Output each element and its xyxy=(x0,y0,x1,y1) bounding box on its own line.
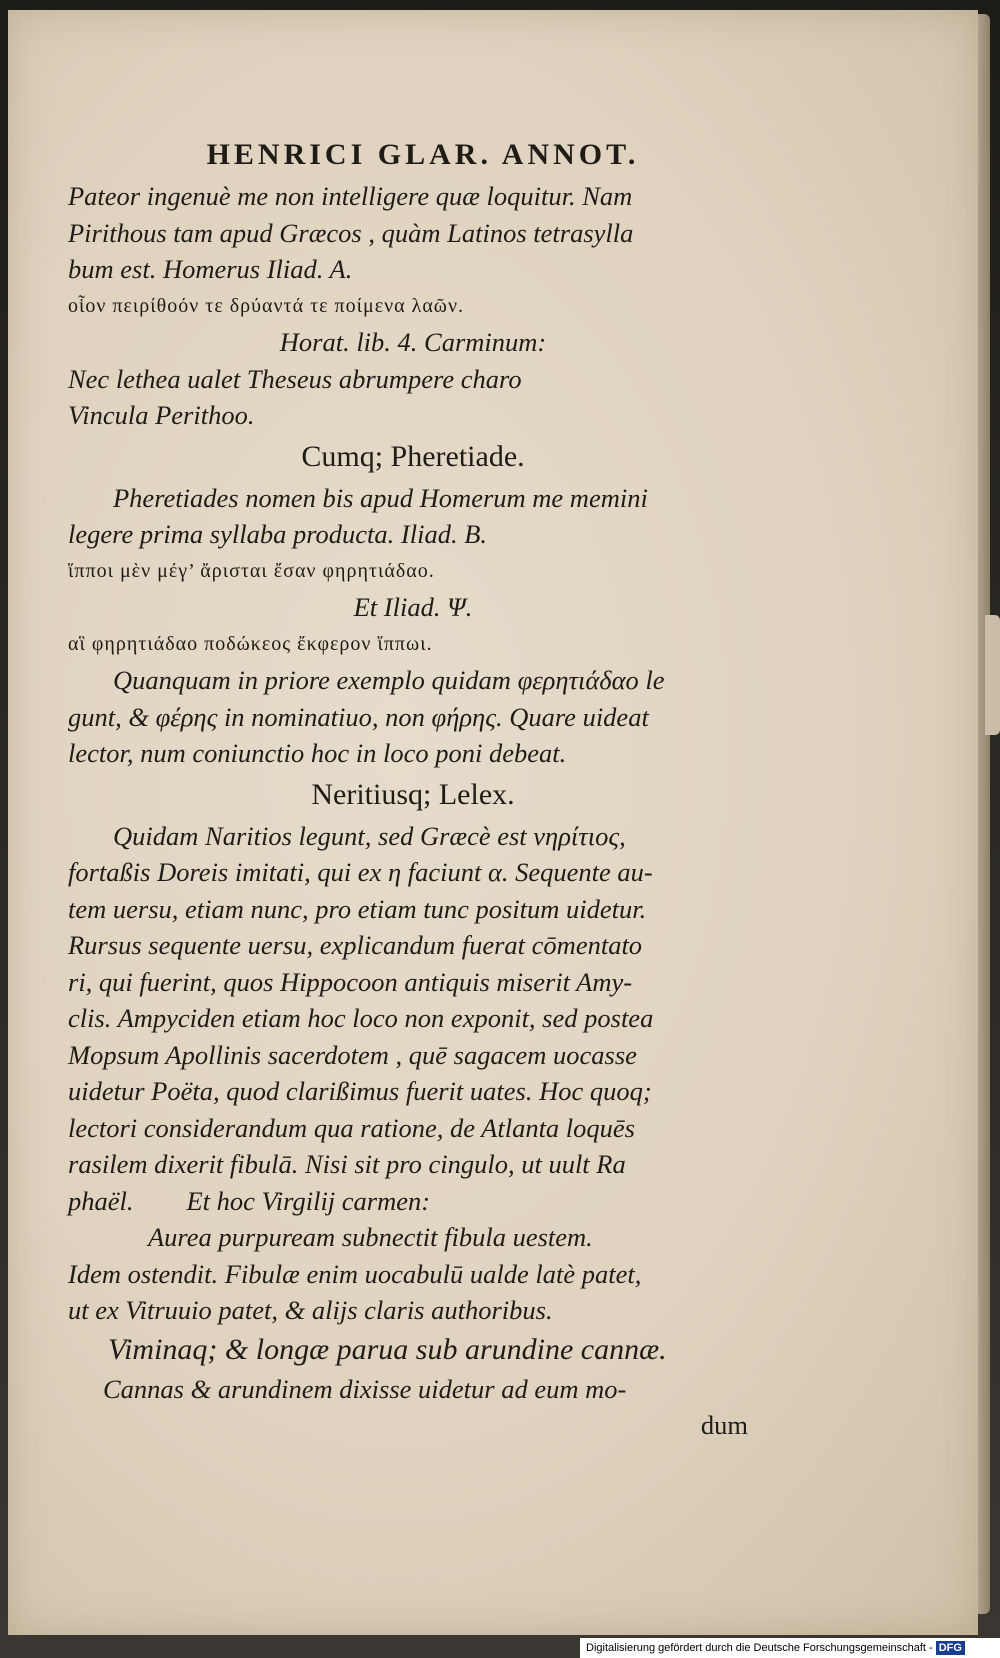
greek-quotation: ἵπποι μὲν μέγ’ ἄρισται ἔσαν φηρητιάδαο. xyxy=(68,559,435,582)
verse-line: Vincula Perithoo. xyxy=(68,400,255,430)
text-line: clis. Ampyciden etiam hoc loco non exponit, sed postea xyxy=(68,1003,654,1033)
text-line: Quidam Naritios legunt, sed Græcè est νηρίτιος, xyxy=(113,820,626,851)
text-line: Pheretiades nomen bis apud Homerum me memini xyxy=(113,482,648,513)
text-line: tem uersu, etiam nunc, pro etiam tunc positum uidetur. xyxy=(68,893,647,924)
text-line: ut ex Vitruuio patet, & alijs claris authoribus. xyxy=(68,1295,553,1325)
page-tab xyxy=(985,615,1000,735)
lemma-heading: Cumq; Pheretiade. xyxy=(301,439,525,473)
text-line: Horat. lib. 4. Carminum: xyxy=(279,327,547,357)
text-line: Et Iliad. Ψ. xyxy=(353,592,473,622)
text-line: Mopsum Apollinis sacerdotem , quē sagacem uocasse xyxy=(68,1039,637,1070)
text-line: phaël. Et hoc Virgilij carmen: xyxy=(68,1185,431,1216)
dfg-logo: DFG xyxy=(936,1641,965,1655)
text-line: Rursus sequente uersu, explicandum fuerat cōmentato xyxy=(68,930,643,960)
verse-line: Aurea purpuream subnectit fibula uestem. xyxy=(148,1222,593,1252)
text-line: Pirithous tam apud Græcos , quàm Latinos tetrasylla xyxy=(68,217,634,248)
text-line: Quanquam in priore exemplo quidam φερητιάδαο le xyxy=(113,665,665,695)
greek-quotation: οἷον πειρίθοόν τε δρύαντά τε ποίμενα λαῶν. xyxy=(68,294,465,317)
lemma-heading: Neritiusq; Lelex. xyxy=(311,777,515,811)
lemma-heading: Viminaq; & longæ parua sub arundine cannæ. xyxy=(108,1332,667,1366)
verse-line: Nec lethea ualet Theseus abrumpere charo xyxy=(68,363,522,394)
text-line: lectori considerandum qua ratione, de Atlanta loquēs xyxy=(68,1112,635,1143)
text-line: fortaßis Doreis imitati, qui ex η faciunt α. Sequente au- xyxy=(68,857,653,887)
greek-quotation: αἳ φηρητιάδαο ποδώκεος ἔκφερον ἵππωι. xyxy=(68,632,433,655)
text-line: bum est. Homerus Iliad. A. xyxy=(68,254,353,284)
text-block xyxy=(68,138,758,1444)
text-line: lector, num coniunctio hoc in loco poni debeat. xyxy=(68,738,567,768)
catchword: dum xyxy=(700,1410,748,1440)
text-line: Cannas & arundinem dixisse uidetur ad eum mo- xyxy=(103,1373,627,1404)
book-page xyxy=(8,10,978,1635)
text-line: legere prima syllaba producta. Iliad. B. xyxy=(68,519,488,549)
text-line: Idem ostendit. Fibulæ enim uocabulū ualde latè patet, xyxy=(68,1258,642,1289)
text-line: Pateor ingenuè me non intelligere quæ loquitur. Nam xyxy=(68,181,633,211)
text-line: ri, qui fuerint, quos Hippocoon antiquis miserit Amy- xyxy=(68,966,633,997)
digitization-credit xyxy=(580,1638,1000,1658)
credit-text: Digitalisierung gefördert durch die Deutsche Forschungsgemeinschaft - xyxy=(586,1642,933,1654)
text-line: uidetur Poëta, quod clarißimus fuerit uates. Hoc quoq; xyxy=(68,1076,652,1106)
text-line: rasilem dixerit fibulā. Nisi sit pro cingulo, ut uult Ra xyxy=(68,1149,626,1179)
text-line: gunt, & φέρης in nominatiuo, non φήρης. Quare uideat xyxy=(68,701,649,732)
running-head: HENRICI GLAR. ANNOT. xyxy=(206,138,640,171)
